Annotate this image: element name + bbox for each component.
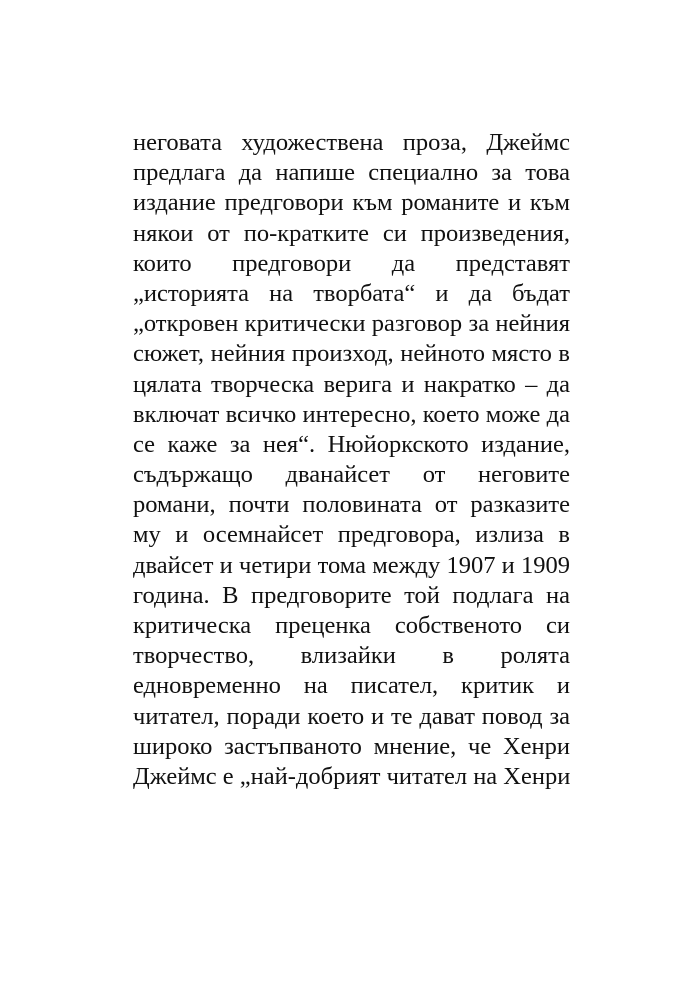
text-line-5: които предговори да представят [133,249,570,277]
text-line-20: читател, поради което и те дават повод за [133,702,570,730]
text-line-1: неговата художествена проза, Джеймс [133,129,570,156]
text-line-7: „откровен критически разговор за нейния [133,310,570,338]
text-line-9: цялата творческа верига и накратко – да [133,370,570,398]
text-line-4: някои от по-кратките си произведения, [133,219,570,247]
text-line-3: издание предговори към романите и към [133,189,570,217]
text-line-12: съдържащо дванайсет от неговите [133,461,570,489]
text-line-15: двайсет и четири тома между 1907 и 1909 [133,551,570,579]
body-paragraph [133,128,570,792]
text-line-11: се каже за нея“. Нюйоркското издание, [133,430,570,458]
text-line-6: „историята на творбата“ и да бъдат [133,279,570,307]
text-line-16: година. В предговорите той подлага на [133,581,570,609]
text-line-8: сюжет, нейния произход, нейното място в [133,340,570,368]
text-line-22: Джеймс е „най-добрият читател на Хенри [133,762,571,790]
text-line-13: романи, почти половината от разказите [133,491,570,519]
text-line-10: включат всичко интересно, което може да [133,400,570,428]
text-line-18: творчество, влизайки в ролята [133,642,570,670]
text-line-19: едновременно на писател, критик и [133,672,570,700]
text-line-21: широко застъпваното мнение, че Хенри [133,732,570,760]
text-line-17: критическа преценка собственото си [133,612,570,639]
text-line-14: му и осемнайсет предговора, излиза в [133,521,570,549]
text-line-2: предлага да напише специално за това [133,159,570,187]
